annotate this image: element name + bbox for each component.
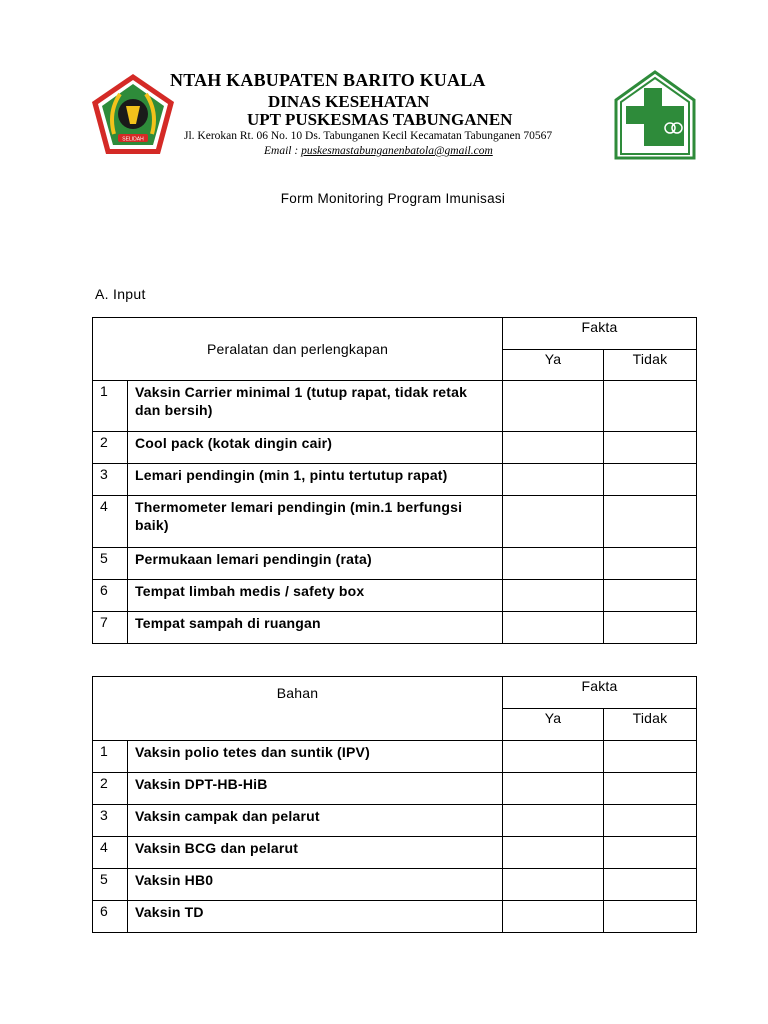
puskesmas-logo <box>614 70 696 160</box>
header-email <box>264 145 493 157</box>
header-address: Jl. Kerokan Rt. 06 No. 10 Ds. Tabunganen Kecil Kecamatan Tabunganen 70567 <box>184 130 553 142</box>
ya-header: Ya <box>503 350 604 381</box>
form-title: Form Monitoring Program Imunisasi <box>280 191 506 206</box>
table-row <box>93 580 697 612</box>
email-label: Email : <box>264 145 302 157</box>
table-row <box>93 381 697 432</box>
table-row <box>93 496 697 548</box>
row-number: 3 <box>93 464 128 496</box>
tidak-cell[interactable] <box>604 464 697 496</box>
tidak-cell[interactable] <box>604 432 697 464</box>
row-number: 1 <box>93 381 128 432</box>
ya-cell[interactable] <box>503 805 604 837</box>
equipment-table-header: Peralatan dan perlengkapan <box>93 318 503 381</box>
table-row <box>93 612 697 644</box>
row-item: Permukaan lemari pendingin (rata) <box>128 548 503 580</box>
tidak-cell[interactable] <box>604 580 697 612</box>
fakta-header: Fakta <box>503 677 697 709</box>
row-item: Lemari pendingin (min 1, pintu tertutup rapat) <box>128 464 503 496</box>
tidak-cell[interactable] <box>604 496 697 548</box>
row-item: Vaksin HB0 <box>128 869 503 901</box>
emblem-ribbon-text: SELIDAH <box>122 136 144 143</box>
materials-table-header <box>93 677 503 741</box>
row-number: 6 <box>93 901 128 933</box>
tidak-cell[interactable] <box>604 837 697 869</box>
header-line-3: UPT PUSKESMAS TABUNGANEN <box>247 110 513 129</box>
table-row <box>93 773 697 805</box>
tidak-cell[interactable] <box>604 805 697 837</box>
row-item: Vaksin DPT-HB-HiB <box>128 773 503 805</box>
tidak-cell[interactable] <box>604 901 697 933</box>
row-number: 5 <box>93 548 128 580</box>
tidak-header: Tidak <box>604 350 697 381</box>
ya-cell[interactable] <box>503 381 604 432</box>
row-item: Vaksin polio tetes dan suntik (IPV) <box>128 741 503 773</box>
row-number: 7 <box>93 612 128 644</box>
table-row <box>93 741 697 773</box>
row-item: Vaksin TD <box>128 901 503 933</box>
row-number: 2 <box>93 432 128 464</box>
row-item: Vaksin BCG dan pelarut <box>128 837 503 869</box>
header-line-1: NTAH KABUPATEN BARITO KUALA <box>170 70 486 90</box>
ya-cell[interactable] <box>503 496 604 548</box>
fakta-header: Fakta <box>503 318 697 350</box>
email-link[interactable]: puskesmastabunganenbatola@gmail.com <box>301 145 493 157</box>
row-item: Vaksin campak dan pelarut <box>128 805 503 837</box>
table-row <box>93 464 697 496</box>
ya-cell[interactable] <box>503 773 604 805</box>
row-number: 6 <box>93 580 128 612</box>
table-row <box>93 869 697 901</box>
ya-cell[interactable] <box>503 612 604 644</box>
row-item: Tempat limbah medis / safety box <box>128 580 503 612</box>
tidak-header: Tidak <box>604 709 697 741</box>
table-row <box>93 837 697 869</box>
ya-cell[interactable] <box>503 548 604 580</box>
row-item: Tempat sampah di ruangan <box>128 612 503 644</box>
table-row <box>93 432 697 464</box>
table-row <box>93 901 697 933</box>
ya-cell[interactable] <box>503 741 604 773</box>
row-number: 1 <box>93 741 128 773</box>
ya-cell[interactable] <box>503 464 604 496</box>
tidak-cell[interactable] <box>604 381 697 432</box>
barito-kuala-emblem-logo <box>90 72 176 158</box>
header-line-2: DINAS KESEHATAN <box>268 92 430 111</box>
row-number: 3 <box>93 805 128 837</box>
row-number: 4 <box>93 496 128 548</box>
table-row <box>93 805 697 837</box>
tidak-cell[interactable] <box>604 773 697 805</box>
tidak-cell[interactable] <box>604 741 697 773</box>
table-row <box>93 548 697 580</box>
row-item: Cool pack (kotak dingin cair) <box>128 432 503 464</box>
materials-header-label: Bahan <box>276 684 319 701</box>
ya-cell[interactable] <box>503 837 604 869</box>
row-number: 4 <box>93 837 128 869</box>
tidak-cell[interactable] <box>604 612 697 644</box>
tidak-cell[interactable] <box>604 869 697 901</box>
row-number: 2 <box>93 773 128 805</box>
tidak-cell[interactable] <box>604 548 697 580</box>
ya-cell[interactable] <box>503 432 604 464</box>
ya-cell[interactable] <box>503 869 604 901</box>
ya-header: Ya <box>503 709 604 741</box>
equipment-table <box>92 317 697 644</box>
row-item: Vaksin Carrier minimal 1 (tutup rapat, tidak retak dan bersih) <box>128 381 503 432</box>
row-item: Thermometer lemari pendingin (min.1 berfungsi baik) <box>128 496 503 548</box>
materials-table <box>92 676 697 933</box>
ya-cell[interactable] <box>503 580 604 612</box>
section-a-title: A. Input <box>95 286 146 302</box>
ya-cell[interactable] <box>503 901 604 933</box>
row-number: 5 <box>93 869 128 901</box>
